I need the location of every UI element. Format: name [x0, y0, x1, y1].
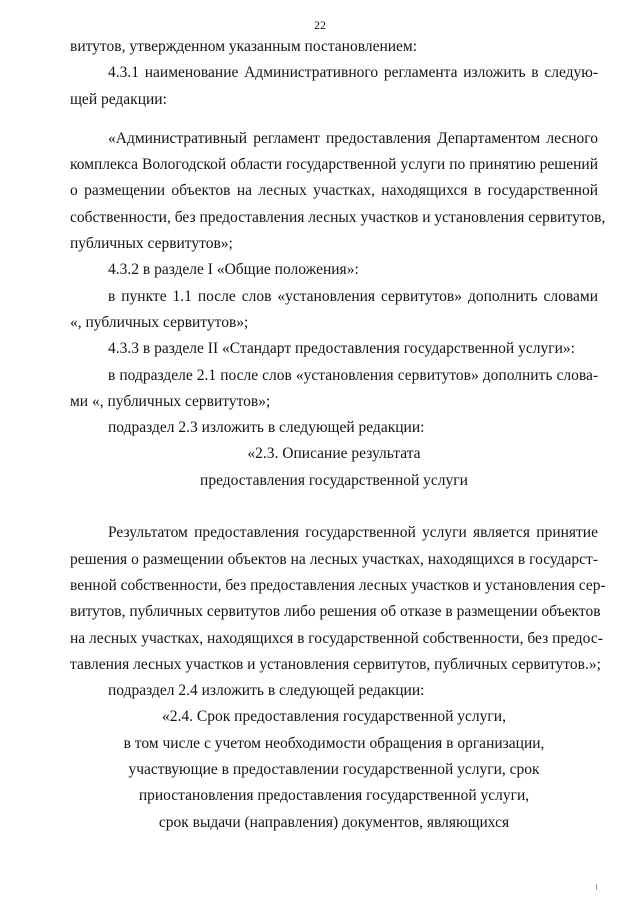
text-line: витутов, публичных сервитутов либо решения об отказе в размещении объектов — [70, 603, 601, 621]
section-heading: в том числе с учетом необходимости обращения в организации, — [123, 734, 545, 752]
text-line: 4.3.1 наименование Административного регламента изложить в следую- — [108, 64, 598, 82]
text-line: подраздел 2.3 изложить в следующей редакции: — [108, 419, 425, 437]
page-number: 22 — [314, 18, 326, 32]
section-heading: приостановления предоставления государственной услуги, — [138, 787, 530, 805]
text-line: в пункте 1.1 после слов «установления сервитутов» дополнить словами — [108, 287, 598, 305]
text-line: публичных сервитутов»; — [70, 235, 233, 253]
text-line: Результатом предоставления государственной услуги является принятие — [108, 524, 598, 542]
section-heading: «2.3. Описание результата — [247, 445, 421, 463]
text-line: щей редакции: — [70, 90, 167, 108]
text-line: собственности, без предоставления лесных участков и установления сервитутов, — [70, 208, 606, 226]
section-heading: «2.4. Срок предоставления государственной услуги, — [162, 708, 506, 726]
text-line: в подразделе 2.1 после слов «установления сервитутов» дополнить слова- — [108, 366, 598, 384]
text-line: «, публичных сервитутов»; — [70, 313, 249, 331]
text-line: 4.3.3 в разделе II «Стандарт предоставления государственной услуги»: — [108, 340, 575, 358]
scan-mark — [596, 884, 597, 890]
text-line: тавления лесных участков и установления сервитутов, публичных сервитутов.»; — [70, 655, 601, 673]
text-line: на лесных участках, находящихся в государственной собственности, без предос- — [70, 629, 603, 647]
text-line: «Административный регламент предоставления Департаментом лесного — [108, 129, 598, 147]
text-line: венной собственности, без предоставления лесных участков и установления сер- — [70, 576, 606, 594]
text-line: решения о размещении объектов на лесных участках, находящихся в государст- — [70, 550, 598, 568]
text-line: ми «, публичных сервитутов»; — [70, 392, 271, 410]
text-line: подраздел 2.4 изложить в следующей редакции: — [108, 682, 425, 700]
text-line: 4.3.2 в разделе I «Общие положения»: — [108, 261, 359, 279]
text-line: витутов, утвержденном указанным постановлением: — [70, 38, 418, 55]
text-line: о размещении объектов на лесных участках, находящихся в государственной — [70, 182, 598, 200]
section-heading: срок выдачи (направления) документов, являющихся — [158, 813, 510, 831]
text-line: комплекса Вологодской области государственной услуги по принятию решений — [70, 156, 598, 174]
section-heading: предоставления государственной услуги — [200, 471, 468, 489]
document-body — [70, 34, 606, 836]
section-heading: участвующие в предоставлении государственной услуги, срок — [128, 761, 540, 779]
